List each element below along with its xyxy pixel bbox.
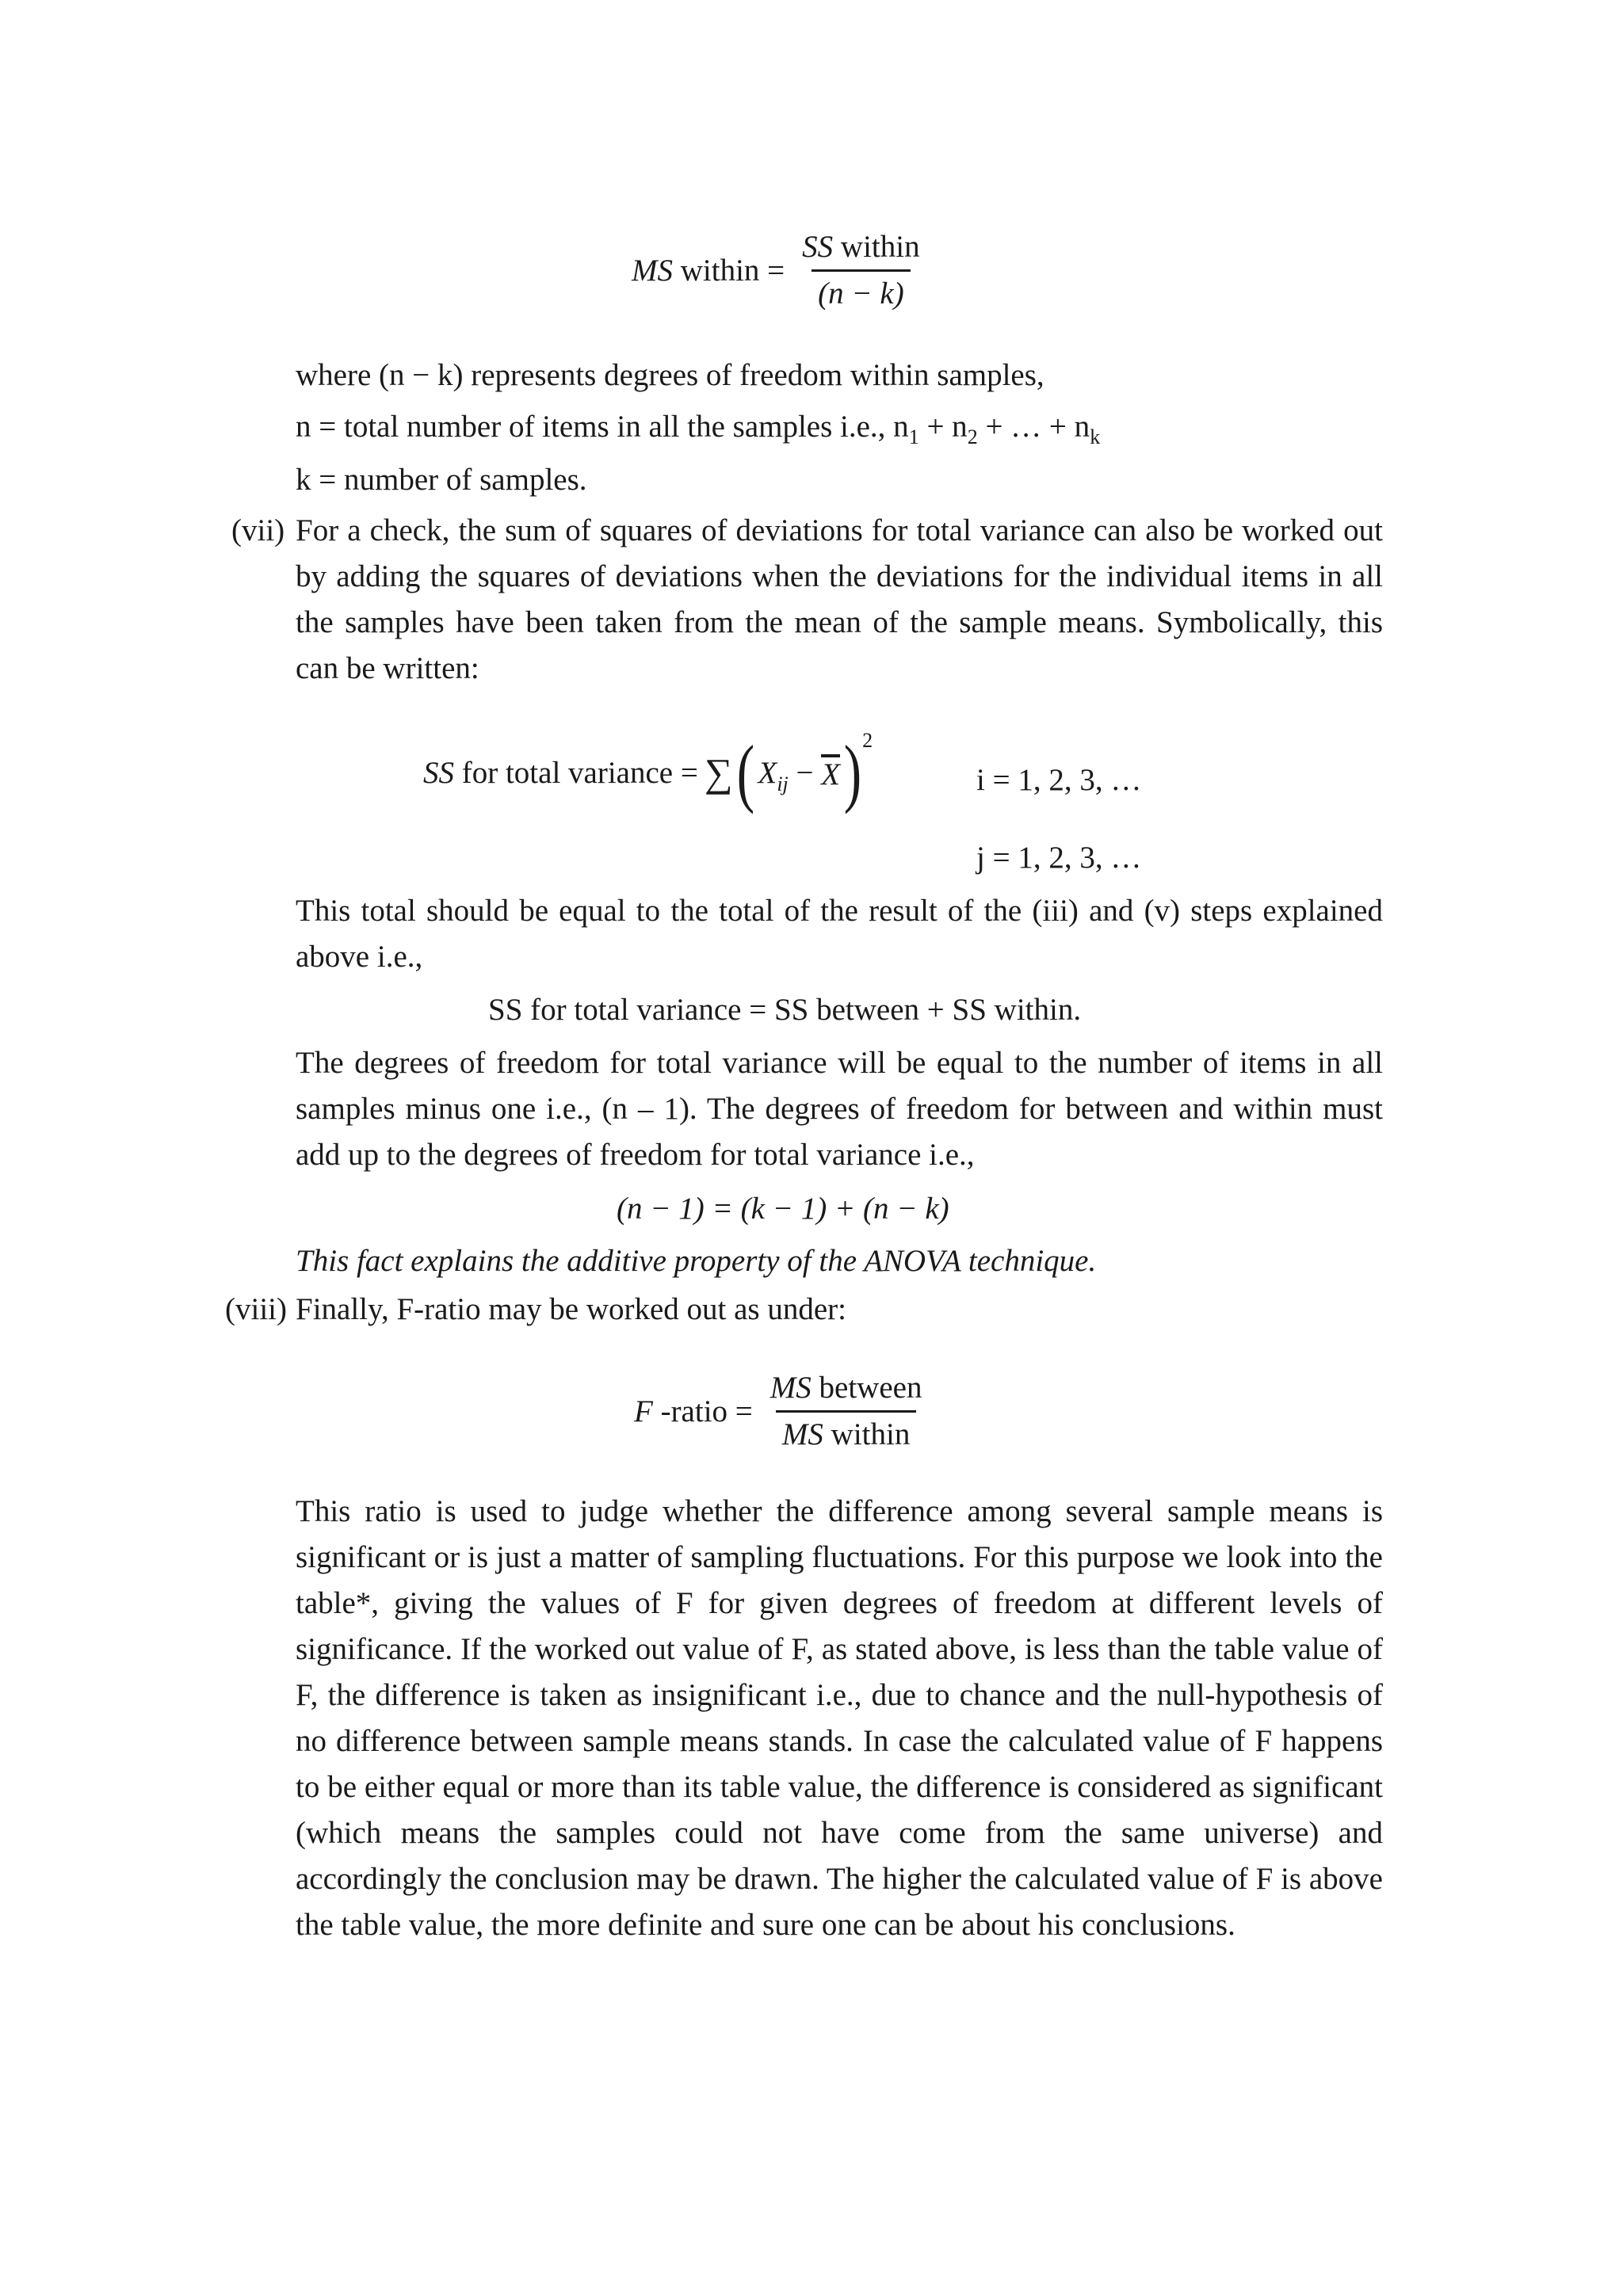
- equation-ms-within: [632, 225, 926, 316]
- where-line-1: where (n − k) represents degrees of freedom within samples,: [296, 358, 1044, 392]
- para-degrees-of-freedom: The degrees of freedom for total variance will be equal to the number of items in all samples minus one i.e., (n – 1). The degrees of freedom for between and within must add up to the degrees of freedom for total variance i.e.,: [296, 1046, 1383, 1172]
- equation-degrees-of-freedom: (n − 1) = (k − 1) + (n − k): [617, 1192, 949, 1226]
- item-vii-marker: (vii): [231, 513, 285, 547]
- sigma-symbol: ∑: [704, 750, 733, 795]
- ms-within-lhs: MS within =: [632, 254, 785, 288]
- minus-sign: −: [788, 755, 822, 790]
- j-range: j = 1, 2, 3, …: [976, 841, 1142, 875]
- left-paren: (: [736, 730, 754, 814]
- equation-ss-sum: SS for total variance = SS between + SS within.: [488, 993, 1082, 1027]
- item-viii-marker: (viii): [225, 1292, 287, 1326]
- equation-ss-total: [423, 729, 873, 816]
- fraction-denominator: (n − k): [812, 269, 911, 316]
- where-line-2: n = total number of items in all the samples i.e., $n_1 + n_2$ + … + $n_k$: [296, 410, 1101, 448]
- x-ij-variable: X: [758, 755, 777, 790]
- f-ratio-fraction: [764, 1366, 929, 1457]
- additive-property-note: This fact explains the additive property of the ANOVA technique.: [296, 1244, 1097, 1278]
- where-line-3: k = number of samples.: [296, 463, 587, 497]
- x-grand-mean: X: [821, 754, 840, 791]
- para-total: This total should be equal to the total of the result of the (iii) and (v) steps explained above i.e.,: [296, 894, 1383, 974]
- x-ij-subscript: ij: [777, 772, 789, 795]
- fraction-numerator: MS between: [769, 1371, 922, 1405]
- item-viii-text: Finally, F-ratio may be worked out as under:: [296, 1292, 846, 1326]
- fraction-denominator: MS within: [776, 1410, 916, 1457]
- ss-total-lhs: SS for total variance =: [423, 755, 698, 790]
- i-range: i = 1, 2, 3, …: [976, 763, 1142, 797]
- f-ratio-lhs: F -ratio =: [634, 1394, 753, 1428]
- fraction-numerator: SS within: [802, 230, 920, 264]
- equation-f-ratio: [634, 1366, 928, 1457]
- square-exponent: 2: [862, 729, 873, 752]
- right-paren: ): [843, 730, 862, 814]
- ms-within-fraction: [796, 225, 926, 316]
- para-ratio-explanation: This ratio is used to judge whether the difference among several sample means is significant or is just a matter of sampling fluctuations. For this purpose we look into the table*, giving the values of F for given degrees of freedom at different levels of significance. If the worked out value of F, as stated above, is less than the table value of F, the difference is taken as insignificant i.e., due to chance and the null-hypothesis of no difference between sample means stands. In case the calculated value of F happens to be either equal or more than its table value, the difference is considered as significant (which means the samples could not have come from the same universe) and accordingly the conclusion may be drawn. The higher the calculated value of F is above the table value, the more definite and sure one can be about his conclusions.: [296, 1494, 1383, 1942]
- item-vii-text: For a check, the sum of squares of deviations for total variance can also be worked out by adding the squares of deviations when the deviations for the individual items in all the samples have been taken from the mean of the sample means. Symbolically, this can be written:: [296, 513, 1383, 685]
